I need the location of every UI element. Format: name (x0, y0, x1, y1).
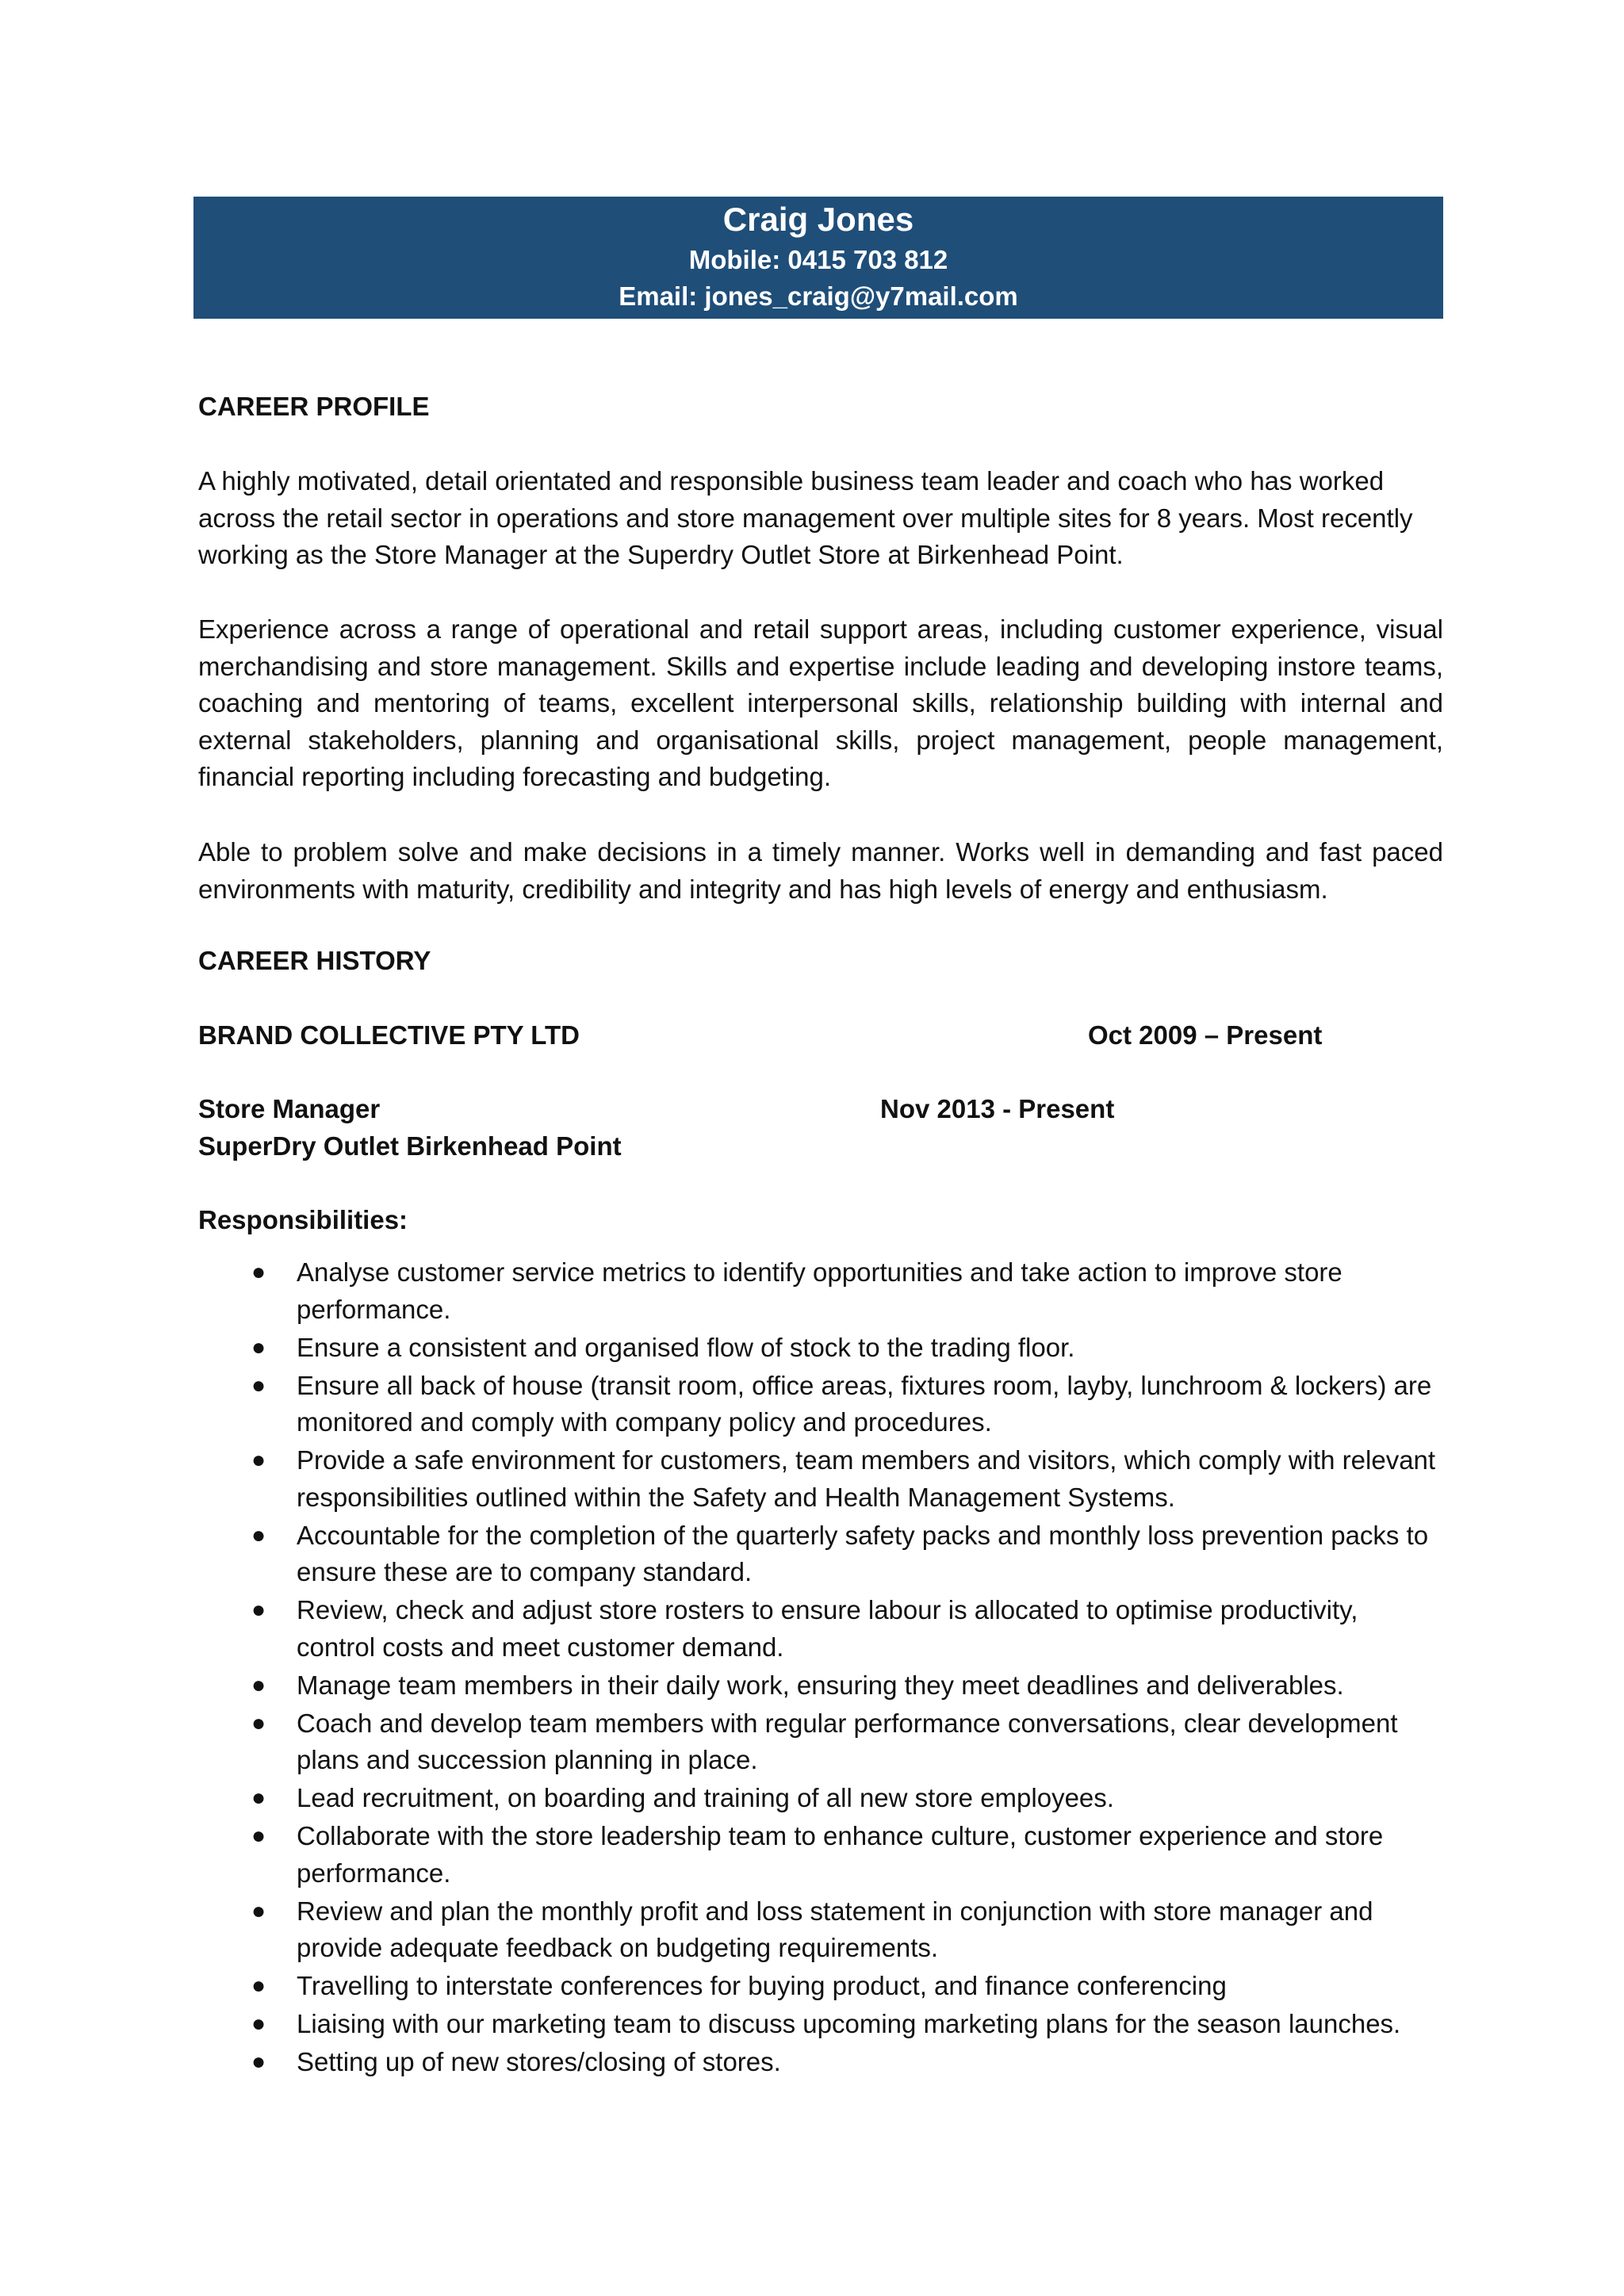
bullet-icon: ● (251, 1785, 266, 1811)
bullet-icon: ● (251, 1897, 266, 1924)
list-item (198, 1968, 1443, 2005)
bullet-icon: ● (251, 2011, 266, 2037)
profile-paragraph-2: Experience across a range of operational and retail support areas, including customer experience, visual merchandising and store management. Skills and expertise include leading and developing instore teams, coaching and mentoring of teams, excellent interpersonal skills, relationship building with internal and external stakeholders, planning and organisational skills, project management, people management, financial reporting including forecasting and budgeting. (198, 614, 1443, 791)
list-item (198, 1592, 1443, 1666)
mobile-number: Mobile: 0415 703 812 (688, 245, 948, 274)
responsibility-text: Collaborate with the store leadership team to enhance culture, customer experience and store performance. (297, 1821, 1384, 1888)
list-item (198, 1368, 1443, 1441)
list-item (198, 1667, 1443, 1705)
employer-name: BRAND COLLECTIVE PTY LTD (198, 1020, 580, 1050)
profile-paragraph-1: A highly motivated, detail orientated and responsible business team leader and coach who has worked across the retail sector in operations and store management over multiple sites for 8 years. Most recently working as the Store Manager at the Superdry Outlet Store at Birkenhead Point. (198, 466, 1413, 569)
responsibilities-list (198, 1254, 1443, 2082)
header-banner (193, 197, 1443, 319)
role-title: Store Manager (198, 1094, 381, 1123)
responsibilities-heading: Responsibilities: (198, 1205, 408, 1234)
bullet-icon: ● (251, 1447, 266, 1473)
list-item (198, 1330, 1443, 1367)
list-item (198, 1780, 1443, 1817)
responsibility-text: Manage team members in their daily work, ensuring they meet deadlines and deliverables. (297, 1670, 1344, 1700)
profile-paragraph-3: Able to problem solve and make decisions in a timely manner. Works well in demanding and fast paced environments with maturity, credibility and integrity and has high levels of energy and enthusiasm. (198, 837, 1443, 904)
responsibility-text: Review and plan the monthly profit and loss statement in conjunction with store manager and provide adequate feedback on budgeting requirements. (297, 1896, 1373, 1962)
bullet-icon: ● (251, 1671, 266, 1698)
responsibility-text: Ensure all back of house (transit room, office areas, fixtures room, layby, lunchroom & lockers) are monitored and comply with company policy and procedures. (297, 1370, 1432, 1437)
list-item (198, 2006, 1443, 2043)
responsibility-text: Setting up of new stores/closing of stores. (297, 2047, 781, 2076)
list-item (198, 1254, 1443, 1328)
responsibility-text: Analyse customer service metrics to identify opportunities and take action to improve store performance. (297, 1257, 1342, 1324)
list-item (198, 1818, 1443, 1892)
bullet-icon: ● (251, 1973, 266, 1999)
employer-dates: Oct 2009 – Present (1088, 1020, 1323, 1050)
bullet-icon: ● (251, 1709, 266, 1736)
responsibility-text: Review, check and adjust store rosters to ensure labour is allocated to optimise productivity, control costs and meet customer demand. (297, 1595, 1358, 1662)
role-location: SuperDry Outlet Birkenhead Point (198, 1131, 622, 1161)
responsibility-text: Accountable for the completion of the quarterly safety packs and monthly loss prevention packs to ensure these are to company standard. (297, 1520, 1429, 1586)
career-profile-heading: CAREER PROFILE (198, 392, 430, 421)
candidate-name: Craig Jones (722, 201, 914, 238)
career-history-heading: CAREER HISTORY (198, 946, 431, 975)
list-item (198, 1442, 1443, 1516)
bullet-icon: ● (251, 1823, 266, 1849)
list-item (198, 2044, 1443, 2081)
list-item (198, 1517, 1443, 1591)
responsibility-text: Lead recruitment, on boarding and training of all new store employees. (297, 1783, 1114, 1812)
bullet-icon: ● (251, 1597, 266, 1623)
list-item (198, 1893, 1443, 1967)
bullet-icon: ● (251, 1334, 266, 1360)
email-address: Email: jones_craig@y7mail.com (619, 281, 1018, 311)
bullet-icon: ● (251, 1372, 266, 1399)
list-item (198, 1705, 1443, 1779)
responsibility-text: Travelling to interstate conferences for buying product, and finance conferencing (297, 1971, 1227, 2000)
responsibility-text: Coach and develop team members with regular performance conversations, clear development plans and succession planning in place. (297, 1708, 1398, 1774)
responsibility-text: Liaising with our marketing team to discuss upcoming marketing plans for the season launches. (297, 2009, 1401, 2038)
responsibility-text: Ensure a consistent and organised flow of stock to the trading floor. (297, 1332, 1075, 1362)
bullet-icon: ● (251, 1259, 266, 1285)
bullet-icon: ● (251, 1521, 266, 1548)
role-dates: Nov 2013 - Present (880, 1094, 1115, 1123)
responsibility-text: Provide a safe environment for customers, team members and visitors, which comply with relevant responsibilities outlined within the Safety and Health Management Systems. (297, 1445, 1436, 1512)
bullet-icon: ● (251, 2049, 266, 2075)
